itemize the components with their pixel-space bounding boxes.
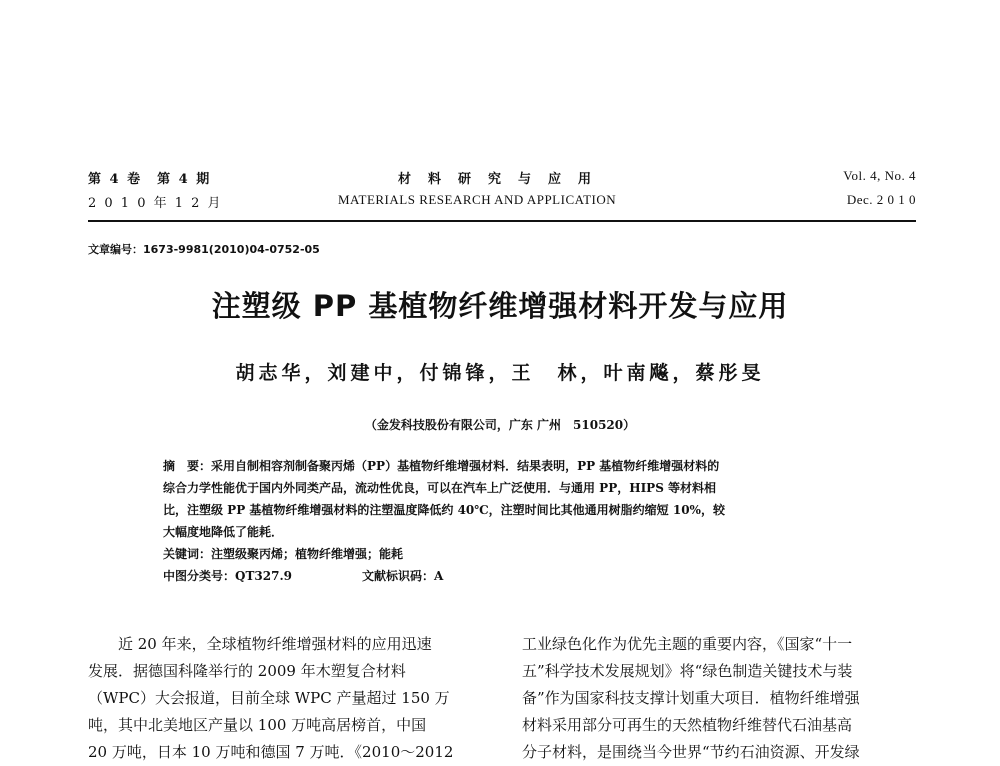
abstract-line: 大幅度地降低了能耗．	[163, 525, 284, 539]
body-column-left	[88, 631, 458, 766]
abstract-label: 摘 要：	[163, 459, 212, 473]
journal-title-cn: 材 料 研 究 与 应 用	[398, 172, 594, 187]
body-line: 工业绿色化作为优先主题的重要内容，《国家“十一	[522, 635, 853, 653]
doc-code-label: 文献标识码：	[361, 569, 434, 583]
body-line: （WPC）大会报道，目前全球 WPC 产量超过 150 万	[88, 689, 450, 707]
article-number: 文章编号：1673-9981(2010)04-0752-05	[88, 243, 320, 256]
abstract-text: 采用自制相容剂制备聚丙烯（PP）基植物纤维增强材料．结果表明，PP 基植物纤维增强材料的	[211, 459, 720, 473]
body-line: 材料采用部分可再生的天然植物纤维替代石油基高	[522, 716, 853, 734]
date-cn: 2 0 1 0 年 1 2 月	[88, 196, 223, 211]
authors: 胡志华，刘建中，付锦锋，王 林，叶南飚，蔡彤旻	[235, 362, 765, 384]
abstract-line	[163, 455, 853, 477]
abstract-line: 综合力学性能优于国内外同类产品，流动性优良，可以在汽车上广泛使用．与通用 PP，HIPS 等材料相	[163, 481, 717, 495]
body-line: 分子材料，是围绕当今世界“节约石油资源、开发绿	[522, 743, 860, 761]
keywords	[163, 543, 853, 565]
volume-issue-en: Vol. 4, No. 4	[843, 168, 916, 183]
body-line: 发展．据德国科隆举行的 2009 年木塑复合材料	[88, 662, 406, 680]
body-line: 吨，其中北美地区产量以 100 万吨高居榜首，中国	[88, 716, 427, 734]
header-rule	[88, 220, 916, 222]
keywords-text: 注塑级聚丙烯；植物纤维增强；能耗	[211, 547, 404, 561]
body-line: 近 20 年来，全球植物纤维增强材料的应用迅速	[88, 635, 432, 653]
journal-title-en: MATERIALS RESEARCH AND APPLICATION	[338, 192, 617, 207]
abstract	[163, 455, 853, 587]
clc-label: 中图分类号：	[163, 569, 236, 583]
body-line: 备”作为国家科技支撑计划重大项目．植物纤维增强	[522, 689, 860, 707]
volume-issue-cn: 第 4 卷 第 4 期	[88, 172, 212, 187]
date-en: Dec. 2 0 1 0	[846, 192, 916, 207]
classification	[163, 565, 853, 587]
keywords-label: 关键词：	[163, 547, 212, 561]
body-column-right	[522, 631, 892, 766]
page-title: 注塑级 PP 基植物纤维增强材料开发与应用	[211, 289, 789, 323]
clc-value: QT327.9	[235, 569, 292, 583]
affiliation: （金发科技股份有限公司，广东 广州 510520）	[364, 418, 636, 432]
body-line: 五”科学技术发展规划》将“绿色制造关键技术与装	[522, 662, 853, 680]
abstract-line: 比，注塑级 PP 基植物纤维增强材料的注塑温度降低约 40℃，注塑时间比其他通用树脂约缩短 10%，较	[163, 503, 725, 517]
doc-code-value: A	[434, 569, 444, 583]
body-line: 20 万吨，日本 10 万吨和德国 7 万吨．《2010～2012	[88, 743, 454, 761]
